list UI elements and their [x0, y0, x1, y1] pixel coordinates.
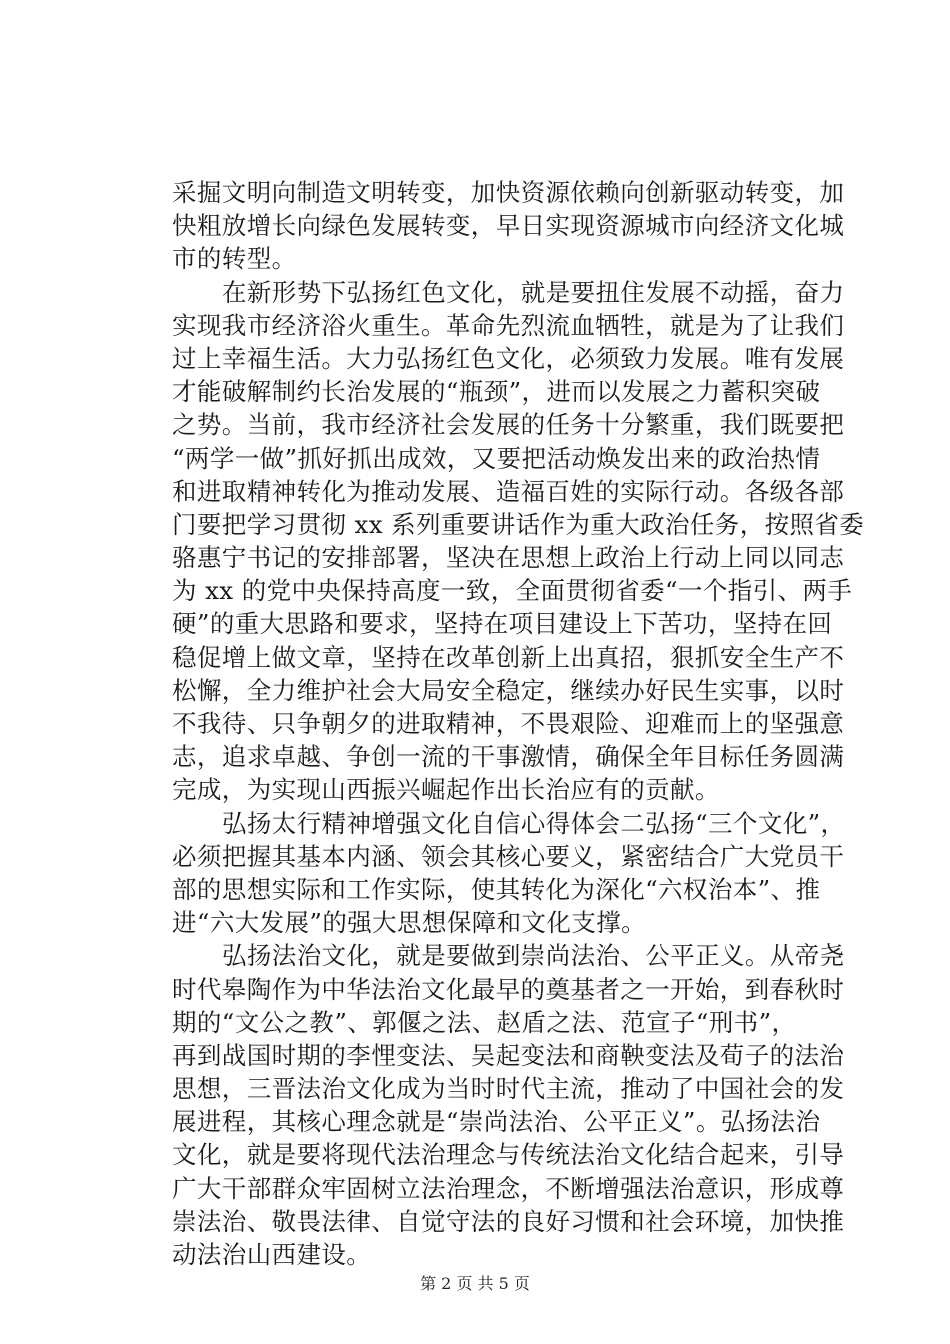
text-line: 为 xx 的党中央保持高度一致，全面贯彻省委“一个指引、两手	[172, 576, 853, 606]
text-line: 硬”的重大思路和要求，坚持在项目建设上下苦功，坚持在回	[172, 609, 833, 639]
document-body	[172, 176, 865, 1271]
text-line: 采掘文明向制造文明转变，加快资源依赖向创新驱动转变，加	[172, 178, 845, 207]
text-line: 市的转型。	[172, 244, 297, 274]
text-line: 文化，就是要将现代法治理念与传统法治文化结合起来，引导	[172, 1140, 845, 1170]
text-line: 崇法治、敬畏法律、自觉守法的良好习惯和社会环境，加快推	[172, 1206, 845, 1236]
text-line: 弘扬太行精神增强文化自信心得体会二弘扬“三个文化”，	[222, 808, 846, 838]
text-line: 完成，为实现山西振兴崛起作出长治应有的贡献。	[172, 775, 720, 805]
text-line: 过上幸福生活。大力弘扬红色文化，必须致力发展。唯有发展	[172, 343, 845, 373]
text-line: 时代皋陶作为中华法治文化最早的奠基者之一开始，到春秋时	[172, 974, 845, 1004]
text-line: 和进取精神转化为推动发展、造福百姓的实际行动。各级各部	[172, 476, 845, 506]
paragraph	[172, 276, 865, 807]
text-line: 必须把握其基本内涵、领会其核心要义，紧密结合广大党员干	[172, 841, 845, 871]
text-line: 在新形势下弘扬红色文化，就是要扭住发展不动摇，奋力	[222, 277, 845, 307]
text-line: 才能破解制约长治发展的“瓶颈”，进而以发展之力蓄积突破	[172, 377, 821, 407]
text-line: 思想，三晋法治文化成为当时时代主流，推动了中国社会的发	[172, 1074, 845, 1104]
text-line: 骆惠宁书记的安排部署，坚决在思想上政治上行动上同以同志	[172, 543, 845, 573]
text-line: 松懈，全力维护社会大局安全稳定，继续办好民生实事，以时	[172, 675, 845, 705]
paragraph	[172, 807, 846, 940]
text-line: “两学一做”抓好抓出成效，又要把活动焕发出来的政治热情	[172, 443, 821, 473]
text-line: 不我待、只争朝夕的进取精神，不畏艰险、迎难而上的坚强意	[172, 709, 845, 738]
text-line: 志，追求卓越、争创一流的干事激情，确保全年目标任务圆满	[172, 742, 845, 772]
text-line: 动法治山西建设。	[172, 1240, 372, 1269]
text-line: 展进程，其核心理念就是“崇尚法治、公平正义”。弘扬法治	[172, 1107, 821, 1137]
page-number-footer: 第 2 页 共 5 页	[420, 1274, 530, 1293]
paragraph	[172, 176, 845, 276]
text-line: 门要把学习贯彻 xx 系列重要讲话作为重大政治任务，按照省委	[172, 509, 865, 539]
text-line: 再到战国时期的李悝变法、吴起变法和商鞅变法及荀子的法治	[172, 1040, 845, 1070]
text-line: 期的“文公之教”、郭偃之法、赵盾之法、范宣子“刑书”，	[172, 1007, 797, 1037]
paragraph	[172, 939, 845, 1271]
text-line: 部的思想实际和工作实际，使其转化为深化“六权治本”、推	[172, 874, 821, 904]
text-line: 实现我市经济浴火重生。革命先烈流血牺牲，就是为了让我们	[172, 310, 845, 340]
text-line: 快粗放增长向绿色发展转变，早日实现资源城市向经济文化城	[172, 211, 845, 241]
text-line: 弘扬法治文化，就是要做到崇尚法治、公平正义。从帝尧	[222, 941, 845, 971]
text-line: 广大干部群众牢固树立法治理念，不断增强法治意识，形成尊	[172, 1173, 845, 1203]
text-line: 稳促增上做文章，坚持在改革创新上出真招，狠抓安全生产不	[172, 642, 845, 672]
text-line: 之势。当前，我市经济社会发展的任务十分繁重，我们既要把	[172, 410, 845, 440]
text-line: 进“六大发展”的强大思想保障和文化支撑。	[172, 908, 647, 938]
